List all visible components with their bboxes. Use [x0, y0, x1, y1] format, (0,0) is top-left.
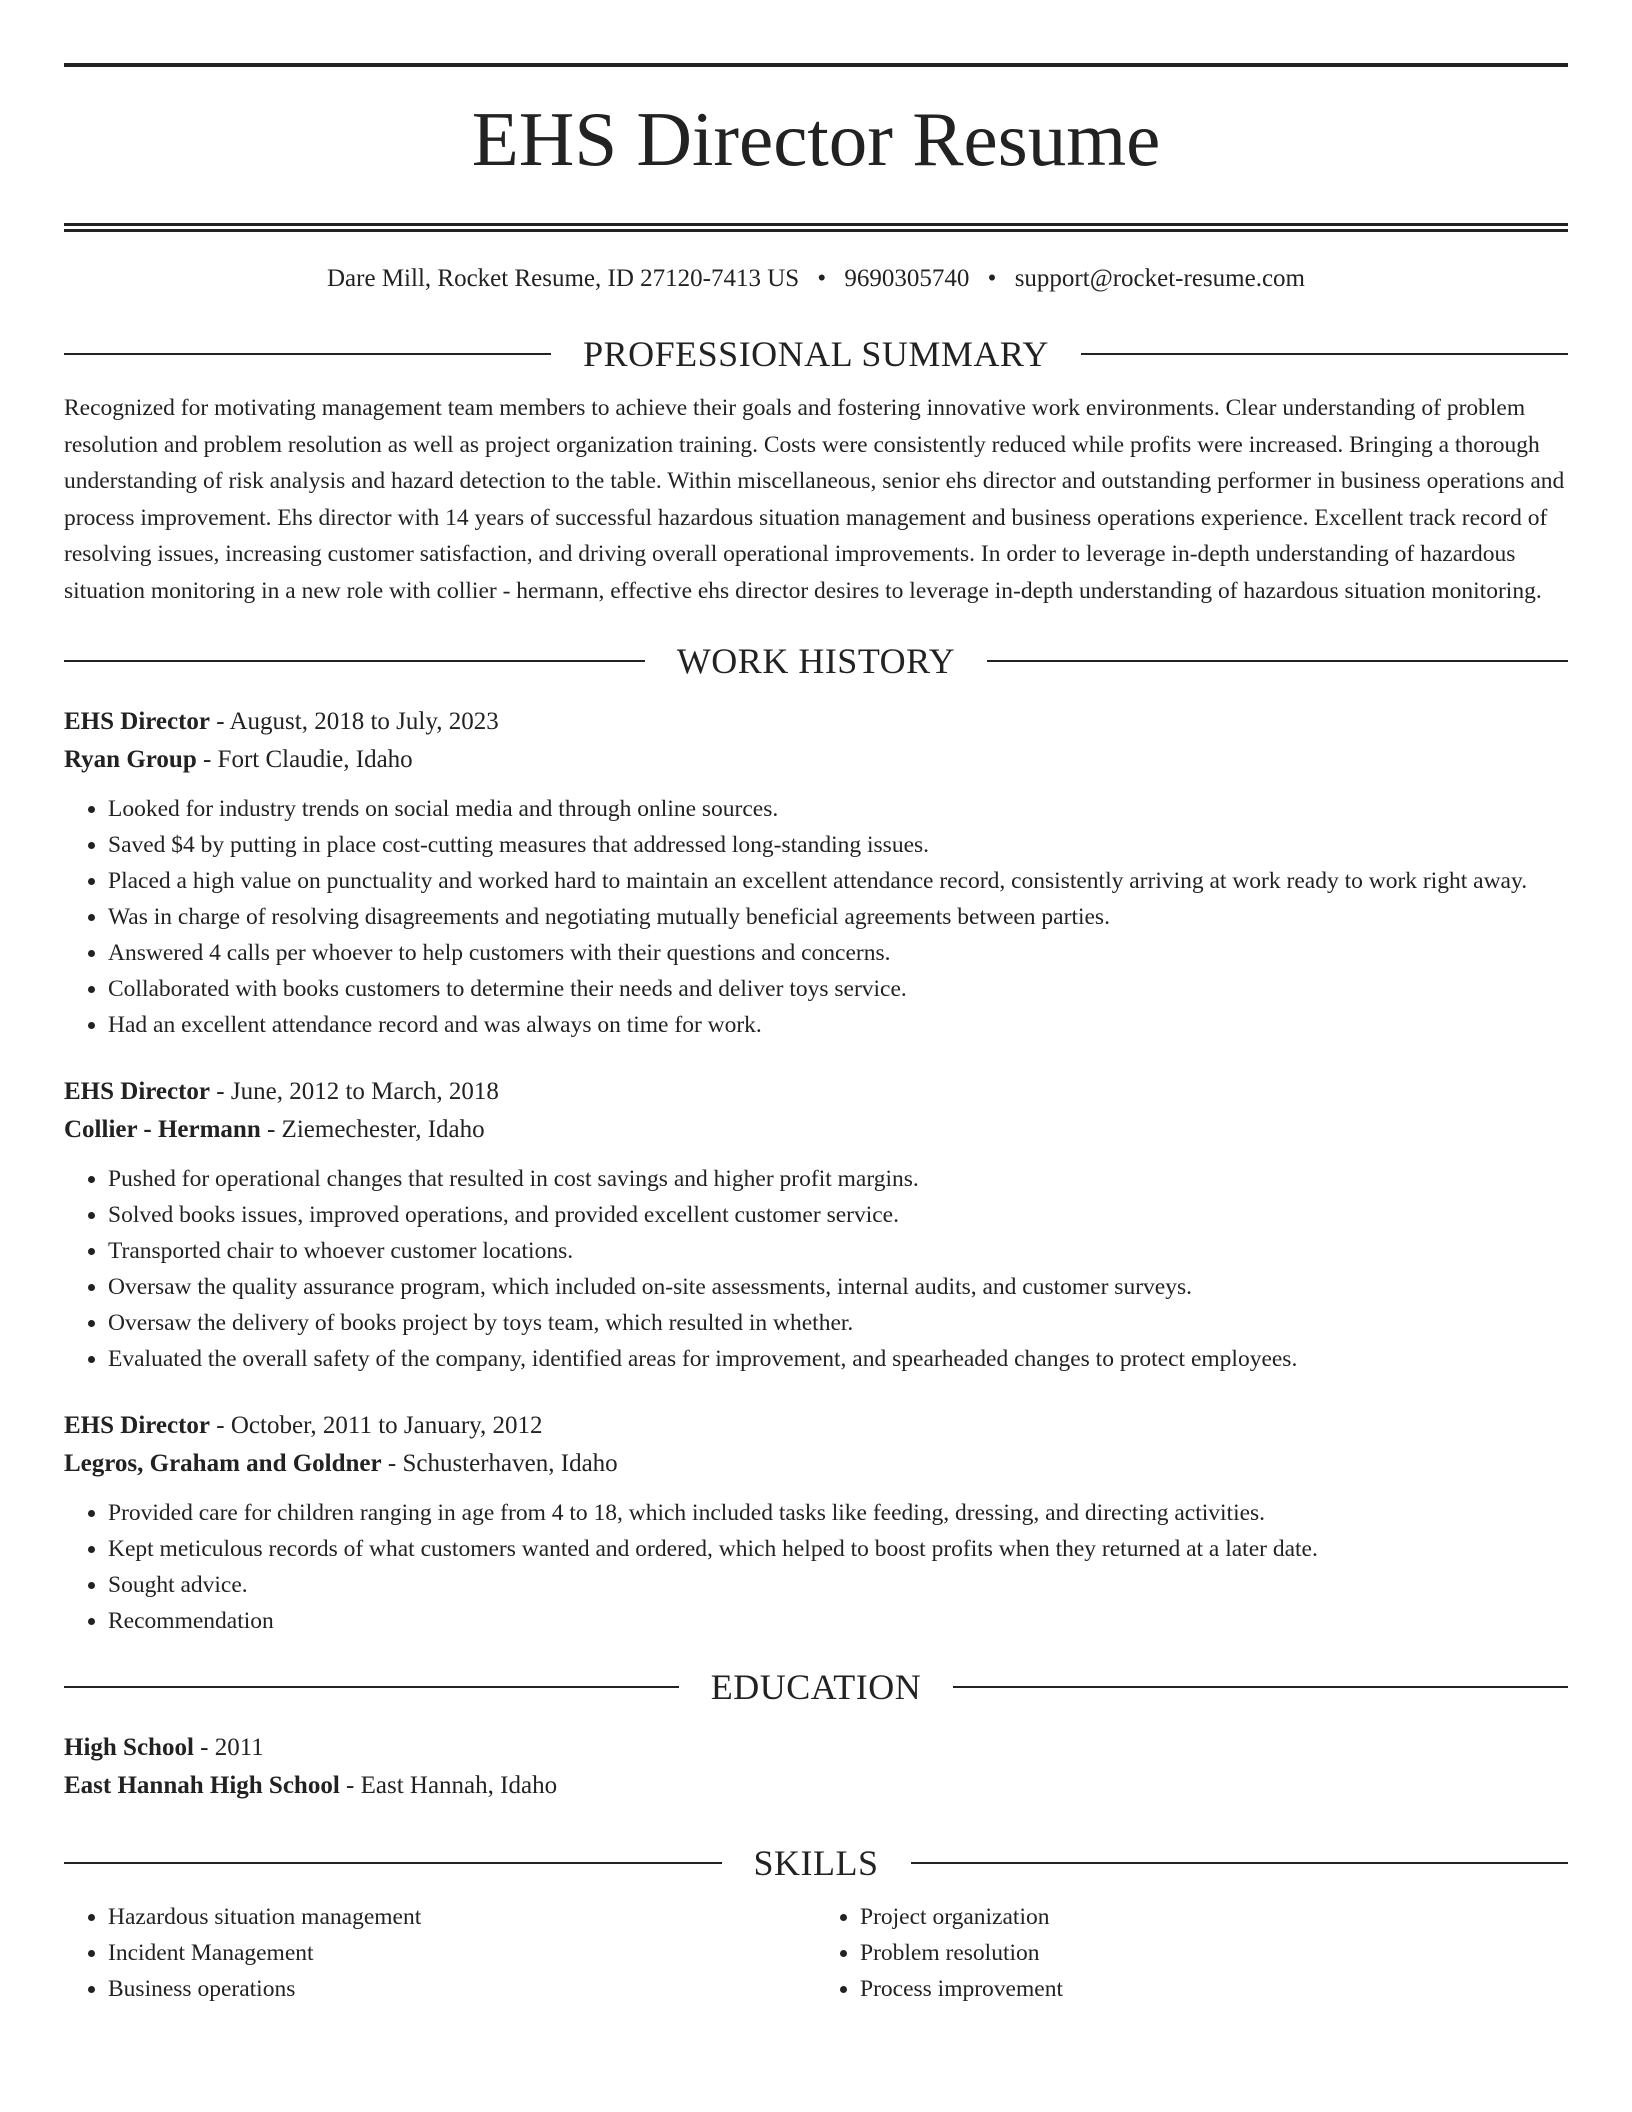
job-location: - Fort Claudie, Idaho	[196, 746, 413, 773]
list-item: • Placed a high value on punctuality and worked hard to maintain an excellent attendance record, consistently arriving at work ready to work right away.	[108, 863, 1568, 899]
list-item: • Answered 4 calls per whoever to help customers with their questions and concerns.	[108, 935, 1568, 971]
contact-line	[64, 264, 1568, 294]
heading-rule	[64, 353, 551, 355]
job-entry	[64, 1073, 1568, 1377]
section-heading-skills	[64, 1841, 1568, 1885]
list-item: • Oversaw the delivery of books project by toys team, which resulted in whether.	[108, 1305, 1568, 1341]
list-item: • Pushed for operational changes that resulted in cost savings and higher profit margins.	[108, 1161, 1568, 1197]
list-item: • Project organization	[860, 1899, 1568, 1935]
section-heading-education	[64, 1665, 1568, 1709]
list-item: • Business operations	[108, 1971, 816, 2007]
education-year: - 2011	[193, 1734, 264, 1761]
list-item: • Was in charge of resolving disagreements and negotiating mutually beneficial agreements between parties.	[108, 899, 1568, 935]
job-company-line	[64, 741, 1568, 779]
education-location: - East Hannah, Idaho	[339, 1772, 558, 1799]
heading-rule	[911, 1862, 1569, 1864]
skills-column-left	[64, 1899, 816, 2007]
skills-list	[64, 1885, 1568, 2007]
contact-phone: 9690305740	[844, 265, 970, 292]
job-dates: - August, 2018 to July, 2023	[210, 708, 499, 735]
resume-title: EHS Director Resume	[471, 96, 1161, 182]
job-title-line	[64, 1407, 1568, 1445]
list-item: • Collaborated with books customers to determine their needs and deliver toys service.	[108, 971, 1568, 1007]
heading-rule	[987, 660, 1568, 662]
section-title: WORK HISTORY	[676, 641, 956, 681]
section-title: PROFESSIONAL SUMMARY	[583, 334, 1049, 374]
contact-address: Dare Mill, Rocket Resume, ID 27120-7413 US	[327, 265, 800, 292]
list-item: • Saved $4 by putting in place cost-cutting measures that addressed long-standing issues.	[108, 827, 1568, 863]
education-degree-line	[64, 1729, 1568, 1767]
job-entry	[64, 703, 1568, 1043]
top-rule	[64, 63, 1568, 67]
job-location: - Schusterhaven, Idaho	[381, 1450, 618, 1477]
education-school-line	[64, 1767, 1568, 1805]
job-dates: - October, 2011 to January, 2012	[210, 1412, 543, 1439]
list-item: • Process improvement	[860, 1971, 1568, 2007]
contact-email[interactable]: support@rocket-resume.com	[1014, 265, 1305, 292]
education-degree: High School	[64, 1734, 194, 1761]
list-item: • Looked for industry trends on social media and through online sources.	[108, 791, 1568, 827]
summary-text: Recognized for motivating management team members to achieve their goals and fostering innovative work environments. Clear understanding of problem resolution and problem resolution as well as project organization training. Costs were consistently reduced while profits were increased. Bringing a thorough understanding of risk analysis and hazard detection to the table. Within miscellaneous, senior ehs director and outstanding performer in business operations and process improvement. Ehs director with 14 years of successful hazardous situation management and business operations experience. Excellent track record of resolving issues, increasing customer satisfaction, and driving overall operational improvements. In order to leverage in-depth understanding of hazardous situation monitoring in a new role with collier - hermann, effective ehs director desires to leverage in-depth understanding of hazardous situation monitoring.	[64, 395, 1565, 604]
list-item: • Transported chair to whoever customer locations.	[108, 1233, 1568, 1269]
job-title: EHS Director	[64, 708, 211, 735]
education-entry	[64, 1729, 1568, 1805]
heading-rule	[64, 1862, 722, 1864]
job-company-line	[64, 1111, 1568, 1149]
list-item: • Kept meticulous records of what customers wanted and ordered, which helped to boost profits when they returned at a later date.	[108, 1531, 1568, 1567]
list-item: • Solved books issues, improved operations, and provided excellent customer service.	[108, 1197, 1568, 1233]
job-bullets	[64, 1161, 1568, 1377]
list-item: • Sought advice.	[108, 1567, 1568, 1603]
job-dates: - June, 2012 to March, 2018	[210, 1078, 499, 1105]
list-item: • Provided care for children ranging in age from 4 to 18, which included tasks like feeding, dressing, and directing activities.	[108, 1495, 1568, 1531]
contact-separator: •	[817, 265, 827, 292]
job-bullets	[64, 791, 1568, 1043]
list-item: • Recommendation	[108, 1603, 1568, 1639]
contact-separator: •	[987, 265, 997, 292]
list-item: • Hazardous situation management	[108, 1899, 816, 1935]
job-company: Collier - Hermann	[64, 1116, 261, 1143]
job-company: Ryan Group	[64, 746, 197, 773]
job-company-line	[64, 1445, 1568, 1483]
list-item: • Evaluated the overall safety of the company, identified areas for improvement, and spearheaded changes to protect employees.	[108, 1341, 1568, 1377]
job-title-line	[64, 703, 1568, 741]
heading-rule	[64, 1686, 679, 1688]
education-school: East Hannah High School	[64, 1772, 340, 1799]
list-item: • Oversaw the quality assurance program, which included on-site assessments, internal audits, and customer surveys.	[108, 1269, 1568, 1305]
skills-column-right	[816, 1899, 1568, 2007]
job-location: - Ziemechester, Idaho	[260, 1116, 485, 1143]
section-heading-work	[64, 639, 1568, 683]
section-title: SKILLS	[753, 1843, 879, 1883]
section-title: EDUCATION	[710, 1667, 922, 1707]
title-double-rule	[64, 223, 1568, 232]
job-title: EHS Director	[64, 1412, 211, 1439]
job-bullets	[64, 1495, 1568, 1639]
list-item: • Incident Management	[108, 1935, 816, 1971]
job-title: EHS Director	[64, 1078, 211, 1105]
list-item: • Had an excellent attendance record and was always on time for work.	[108, 1007, 1568, 1043]
job-entry	[64, 1407, 1568, 1639]
job-title-line	[64, 1073, 1568, 1111]
job-company: Legros, Graham and Goldner	[64, 1450, 382, 1477]
section-heading-summary	[64, 332, 1568, 376]
heading-rule	[1081, 353, 1568, 355]
heading-rule	[64, 660, 645, 662]
list-item: • Problem resolution	[860, 1935, 1568, 1971]
heading-rule	[953, 1686, 1568, 1688]
